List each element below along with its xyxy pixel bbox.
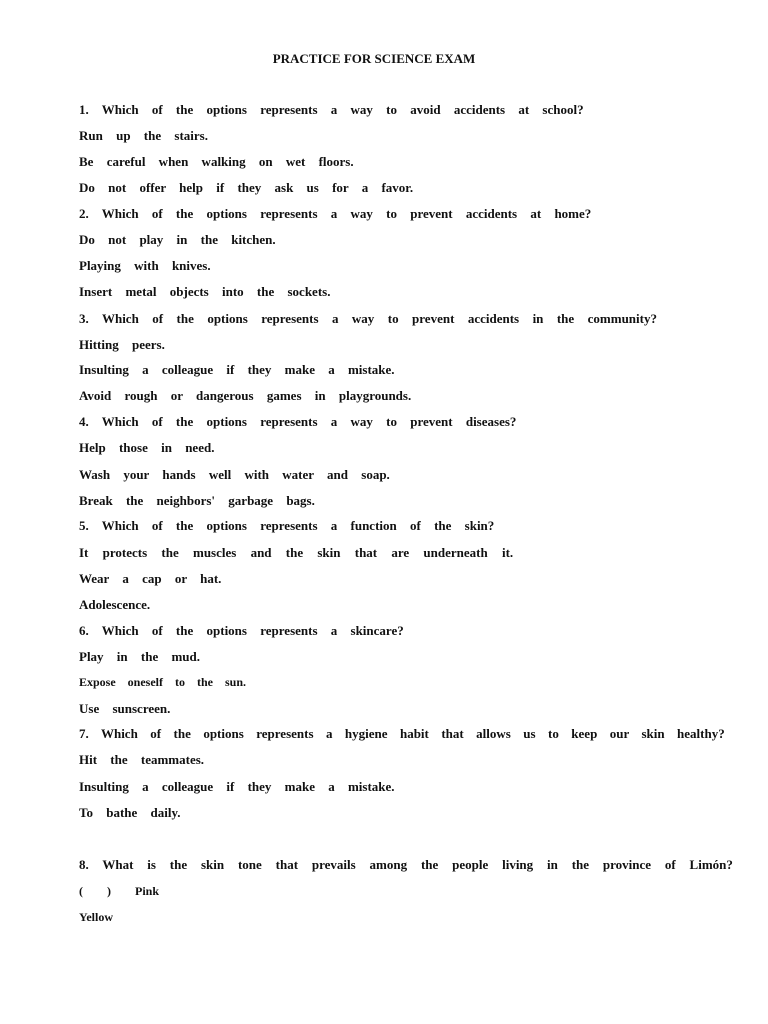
question-1-option-c: Do not offer help if they ask us for a favor. — [79, 180, 414, 195]
question-5-option-b: Wear a cap or hat. — [79, 571, 222, 586]
question-5: 5. Which of the options represents a function of the skin? — [79, 518, 495, 533]
question-3-option-a: Hitting peers. — [79, 337, 165, 352]
question-2-option-c: Insert metal objects into the sockets. — [79, 284, 331, 299]
question-1-option-a: Run up the stairs. — [79, 128, 208, 143]
question-7: 7. Which of the options represents a hygiene habit that allows us to keep our skin healthy? — [79, 726, 725, 741]
question-8-option-a: ( ) Pink — [79, 884, 160, 898]
question-7-option-b: Insulting a colleague if they make a mistake. — [79, 779, 395, 794]
question-4-option-a: Help those in need. — [79, 440, 215, 455]
question-3: 3. Which of the options represents a way to prevent accidents in the community? — [79, 311, 657, 326]
question-7-option-a: Hit the teammates. — [79, 752, 205, 767]
question-3-option-c: Avoid rough or dangerous games in playgrounds. — [79, 388, 412, 403]
question-7-option-c: To bathe daily. — [79, 805, 181, 820]
question-8-option-b: Yellow — [79, 910, 113, 924]
question-6: 6. Which of the options represents a skincare? — [79, 623, 404, 638]
question-2-option-a: Do not play in the kitchen. — [79, 232, 276, 247]
question-1: 1. Which of the options represents a way to avoid accidents at school? — [79, 102, 584, 117]
question-2-option-b: Playing with knives. — [79, 258, 211, 273]
question-5-option-c: Adolescence. — [79, 597, 151, 612]
question-3-option-b: Insulting a colleague if they make a mistake. — [79, 362, 395, 377]
question-4-option-b: Wash your hands well with water and soap. — [79, 467, 390, 482]
question-4-option-c: Break the neighbors' garbage bags. — [79, 493, 315, 508]
question-4: 4. Which of the options represents a way to prevent diseases? — [79, 414, 517, 429]
question-2: 2. Which of the options represents a way to prevent accidents at home? — [79, 206, 592, 221]
question-6-option-a: Play in the mud. — [79, 649, 201, 664]
question-6-option-b: Expose oneself to the sun. — [79, 675, 247, 689]
question-6-option-c: Use sunscreen. — [79, 701, 171, 716]
question-1-option-b: Be careful when walking on wet floors. — [79, 154, 354, 169]
page-title: PRACTICE FOR SCIENCE EXAM — [272, 51, 476, 66]
question-8: 8. What is the skin tone that prevails among the people living in the province of Limón? — [79, 857, 733, 872]
question-5-option-a: It protects the muscles and the skin that are underneath it. — [79, 545, 514, 560]
